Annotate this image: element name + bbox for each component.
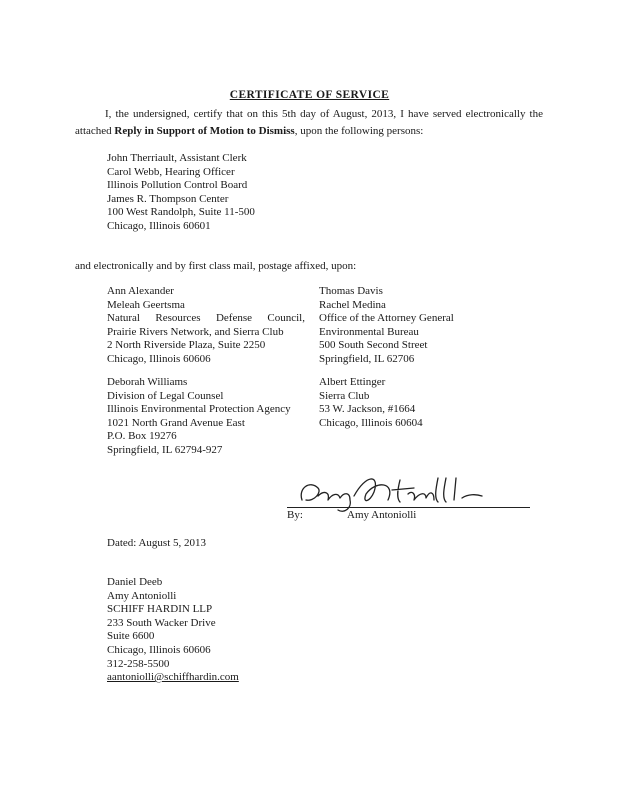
by-label: By: (287, 509, 303, 521)
address-line: Deborah Williams (107, 376, 188, 388)
address-line: Division of Legal Counsel (107, 389, 224, 402)
nrdc-word: Defense (215, 312, 252, 325)
nrdc-word: Natural (107, 312, 140, 325)
address-line: Sierra Club (319, 389, 370, 402)
counsel-line: Daniel Deeb (107, 576, 163, 588)
counsel-line: 233 South Wacker Drive (107, 616, 216, 629)
board-line: 100 West Randolph, Suite 11-500 (107, 206, 255, 219)
intro-tail: , upon the following persons: (294, 125, 424, 137)
sierra-club-address-block (319, 376, 423, 430)
counsel-line: Amy Antoniolli (107, 589, 177, 602)
address-line: Ann Alexander (107, 285, 174, 297)
address-line: 1021 North Grand Avenue East (107, 416, 245, 429)
address-line: Springfield, IL 62794-927 (107, 443, 223, 456)
counsel-line: Suite 6600 (107, 630, 155, 643)
nrdc-word: Council, (267, 312, 305, 325)
nrdc-address-block (107, 285, 305, 367)
address-line: Springfield, IL 62706 (319, 352, 415, 365)
address-line: Illinois Environmental Protection Agency (107, 403, 291, 416)
board-address-block (107, 152, 255, 234)
counsel-block (107, 576, 239, 685)
address-line: 2 North Riverside Plaza, Suite 2250 (107, 339, 266, 352)
address-line: Office of the Attorney General (319, 312, 454, 325)
counsel-line: 312-258-5500 (107, 657, 170, 670)
board-line: Illinois Pollution Control Board (107, 179, 248, 192)
address-line: Albert Ettinger (319, 376, 386, 388)
iepa-address-block (107, 376, 291, 458)
board-line: Carol Webb, Hearing Officer (107, 165, 235, 178)
address-line: Rachel Medina (319, 298, 386, 311)
board-line: James R. Thompson Center (107, 192, 229, 205)
address-line: 53 W. Jackson, #1664 (319, 403, 416, 416)
nrdc-word: Resources (155, 312, 201, 325)
counsel-line: Chicago, Illinois 60606 (107, 643, 211, 656)
address-line: Thomas Davis (319, 285, 383, 297)
nrdc-justified-line (107, 312, 305, 326)
address-line: P.O. Box 19276 (107, 430, 177, 443)
intro-lead: I, the undersigned, certify that on this 5th day of August, 2013, I have served electronically the attached (75, 108, 543, 137)
signature-line (287, 507, 530, 508)
counsel-email-link[interactable]: aantoniolli@schiffhardin.com (107, 671, 239, 684)
also-served-statement: and electronically and by first class mail, postage affixed, upon: (75, 260, 357, 272)
address-line: Meleah Geertsma (107, 298, 185, 311)
attorney-general-address-block (319, 285, 454, 367)
board-line: John Therriault, Assistant Clerk (107, 152, 247, 164)
signer-name: Amy Antoniolli (347, 509, 417, 521)
address-line: Prairie Rivers Network, and Sierra Club (107, 325, 284, 338)
date-line: Dated: August 5, 2013 (107, 537, 206, 549)
address-line: Environmental Bureau (319, 325, 419, 338)
document-title: CERTIFICATE OF SERVICE (229, 89, 390, 101)
board-line: Chicago, Illinois 60601 (107, 219, 211, 232)
address-line: 500 South Second Street (319, 339, 428, 352)
certification-paragraph (75, 106, 543, 140)
address-line: Chicago, Illinois 60606 (107, 352, 211, 365)
address-line: Chicago, Illinois 60604 (319, 416, 423, 429)
counsel-line: SCHIFF HARDIN LLP (107, 603, 213, 616)
document-served-title: Reply in Support of Motion to Dismiss (114, 125, 295, 137)
